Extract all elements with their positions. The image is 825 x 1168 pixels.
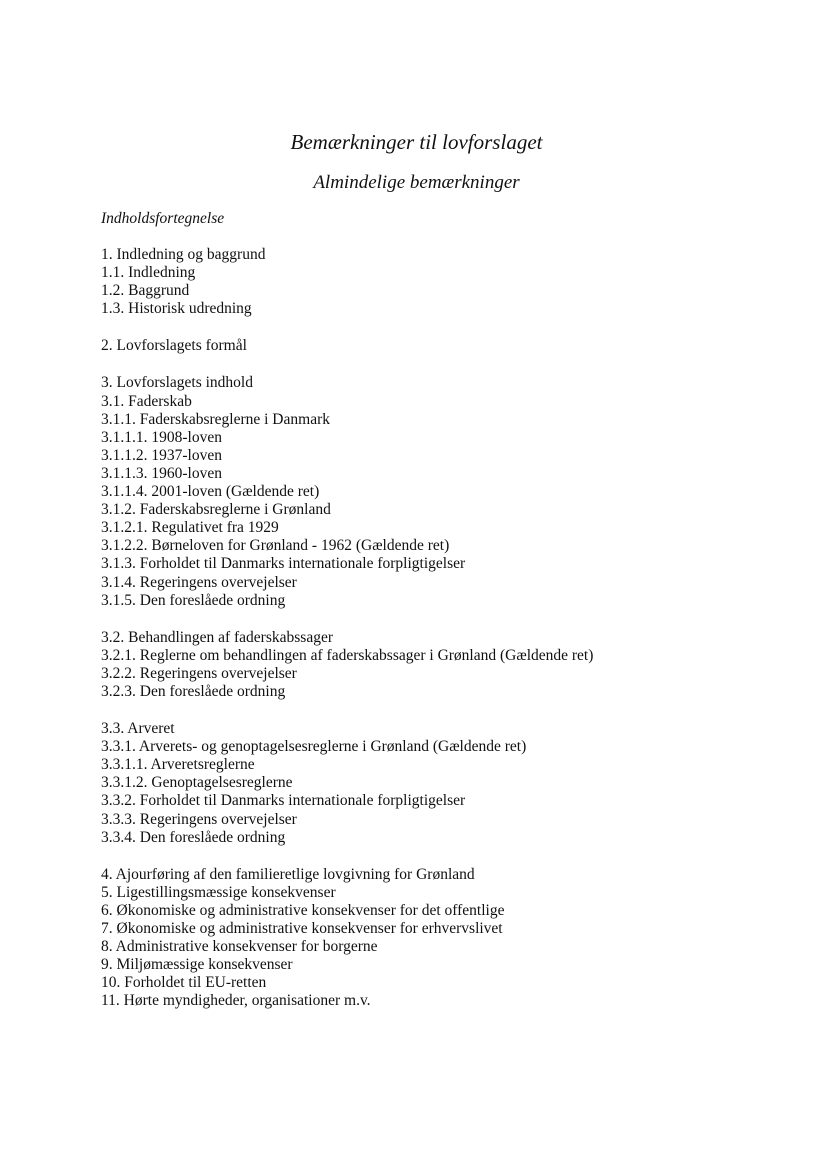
toc-entry: 8. Administrative konsekvenser for borgerne bbox=[101, 938, 378, 956]
toc-entry: 9. Miljømæssige konsekvenser bbox=[101, 956, 293, 974]
toc-entry: 3.3.1. Arverets- og genoptagelsesreglerne i Grønland (Gældende ret) bbox=[101, 738, 527, 756]
toc-entry: 3.1.5. Den foreslåede ordning bbox=[101, 591, 286, 609]
toc-group bbox=[101, 337, 781, 355]
toc-entry: 3.1.2.1. Regulativet fra 1929 bbox=[101, 519, 279, 537]
toc-entry: 3.1. Faderskab bbox=[101, 392, 192, 410]
toc-entry: 3.1.1.4. 2001-loven (Gældende ret) bbox=[101, 483, 320, 501]
toc-entry: 6. Økonomiske og administrative konsekvenser for det offentlige bbox=[101, 901, 505, 919]
toc-entry: 4. Ajourføring af den familieretlige lovgivning for Grønland bbox=[101, 865, 475, 883]
toc-entry: 3.2.2. Regeringens overvejelser bbox=[101, 664, 297, 682]
toc-entry: 3.3.1.1. Arveretsreglerne bbox=[101, 756, 255, 774]
toc-entry: 7. Økonomiske og administrative konsekvenser for erhvervslivet bbox=[101, 920, 503, 937]
toc-entry: 1. Indledning og baggrund bbox=[101, 246, 266, 263]
toc-entry: 3.1.1.1. 1908-loven bbox=[101, 428, 222, 446]
toc-group bbox=[101, 866, 781, 1011]
document-subtitle: Almindelige bemærkninger bbox=[313, 172, 520, 193]
toc-entry: 3. Lovforslagets indhold bbox=[101, 374, 253, 392]
toc-entry: 3.1.1.2. 1937-loven bbox=[101, 446, 222, 464]
toc-entry: 3.3.4. Den foreslåede ordning bbox=[101, 828, 286, 846]
toc-entry: 3.2.1. Reglerne om behandlingen af faderskabssager i Grønland (Gældende ret) bbox=[101, 646, 594, 664]
toc-entry: 3.3.2. Forholdet til Danmarks internationale forpligtigelser bbox=[101, 792, 466, 810]
toc-entry: 3.1.1.3. 1960-loven bbox=[101, 464, 222, 482]
toc-entry: 5. Ligestillingsmæssige konsekvenser bbox=[101, 883, 336, 901]
toc-group bbox=[101, 246, 781, 318]
toc-group bbox=[101, 629, 781, 701]
document-title: Bemærkninger til lovforslaget bbox=[290, 130, 543, 154]
toc-entry: 3.3.3. Regeringens overvejelser bbox=[101, 810, 297, 828]
toc-entry: 3.3. Arveret bbox=[101, 720, 175, 738]
toc-group bbox=[101, 374, 781, 609]
toc-entry: 3.1.4. Regeringens overvejelser bbox=[101, 573, 297, 591]
toc-heading: Indholdsfortegnelse bbox=[101, 210, 225, 227]
toc-entry: 3.2. Behandlingen af faderskabssager bbox=[101, 628, 333, 646]
toc-entry: 1.2. Baggrund bbox=[101, 282, 190, 300]
toc-entry: 3.1.3. Forholdet til Danmarks internationale forpligtigelser bbox=[101, 555, 466, 573]
toc-entry: 1.3. Historisk udredning bbox=[101, 300, 252, 318]
toc-group bbox=[101, 720, 781, 847]
toc-entry: 3.1.2. Faderskabsreglerne i Grønland bbox=[101, 501, 331, 519]
toc-entry: 3.2.3. Den foreslåede ordning bbox=[101, 682, 286, 700]
table-of-contents bbox=[101, 246, 781, 1029]
toc-entry: 3.3.1.2. Genoptagelsesreglerne bbox=[101, 774, 293, 792]
toc-entry: 1.1. Indledning bbox=[101, 264, 196, 282]
toc-entry: 3.1.1. Faderskabsreglerne i Danmark bbox=[101, 410, 330, 428]
toc-entry: 3.1.2.2. Børneloven for Grønland - 1962 (Gældende ret) bbox=[101, 537, 450, 555]
toc-entry: 11. Hørte myndigheder, organisationer m.v. bbox=[101, 992, 371, 1010]
toc-entry: 2. Lovforslagets formål bbox=[101, 337, 247, 355]
toc-entry: 10. Forholdet til EU-retten bbox=[101, 974, 267, 992]
